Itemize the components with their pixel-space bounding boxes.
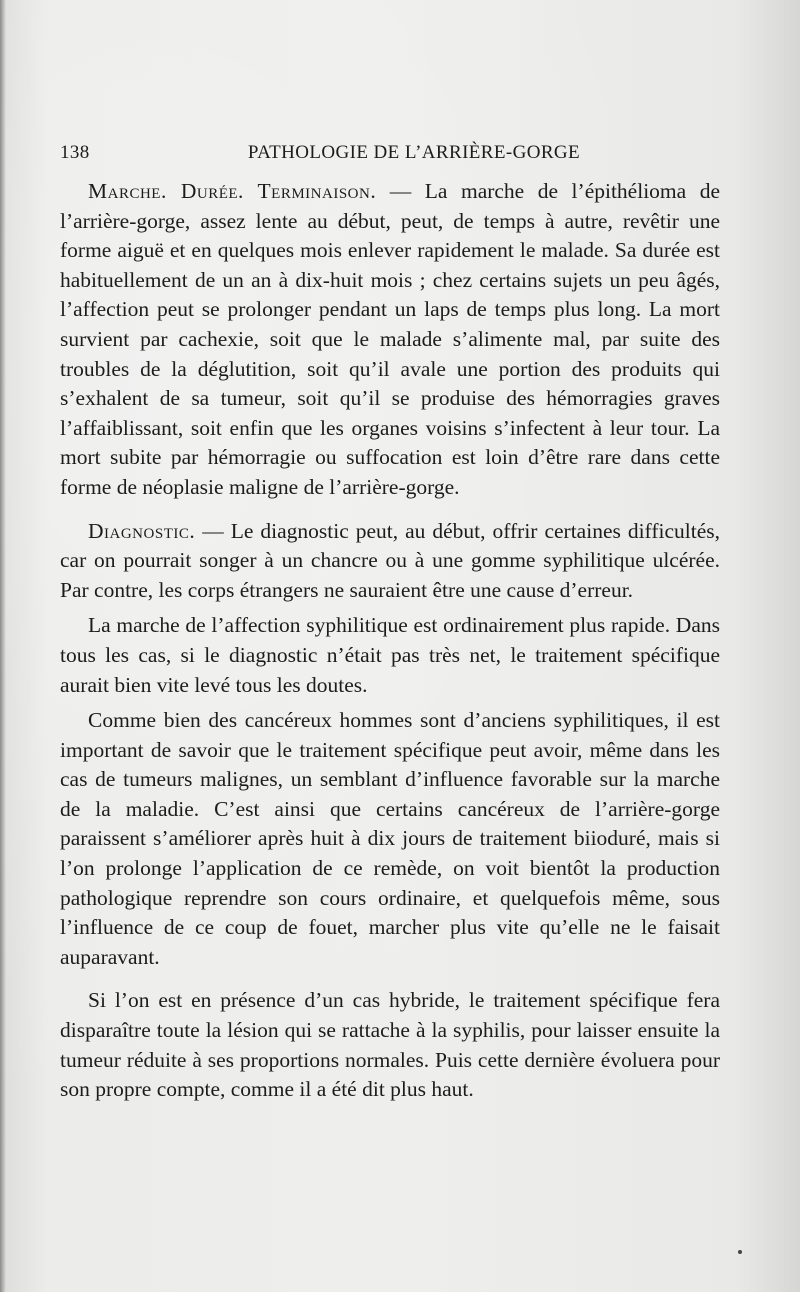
running-head	[60, 142, 720, 172]
paragraph-marche-syphilitique: La marche de l’affection syphilitique est ordinairement plus rapide. Dans tous les cas, si le diagnostic n’était pas très net, le traitement spécifique aurait bien vite levé tous les doutes.	[60, 613, 720, 697]
paragraph-cancereux: Comme bien des cancéreux hommes sont d’anciens syphilitiques, il est important de savoir que le traitement spécifique peut avoir, même dans les cas de tumeurs malignes, un semblant d’influence favorable sur la marche de la maladie. C’est ainsi que certains cancéreux de l’arrière-gorge paraissent s’améliorer après huit à dix jours de traitement biioduré, mais si l’on prolonge l’application de ce remède, on voit bientôt la production pathologique reprendre son cours ordinaire, et quelquefois même, sous l’influence de ce coup de fouet, marcher plus vite qu’elle ne le faisait auparavant.	[60, 708, 720, 969]
body-text	[60, 177, 720, 1105]
paragraph-cas-hybride: Si l’on est en présence d’un cas hybride, le traitement spécifique fera disparaître toute la lésion qui se rattache à la syphilis, pour laisser ensuite la tumeur réduite à ses proportions normales. Puis cette dernière évoluera pour son propre compte, comme il a été dit plus haut.	[60, 988, 720, 1102]
paragraph-marche	[60, 177, 720, 503]
paragraph-diagnostic-text: — Le diagnostic peut, au début, offrir certaines difficultés, car on pourrait songer à un chancre ou à une gomme syphilitique ulcérée. Par contre, les corps étrangers ne sauraient être une cause d’erreur.	[60, 518, 720, 602]
section-heading-diagnostic: Diagnostic.	[88, 518, 196, 543]
print-speck	[738, 1250, 742, 1254]
paragraph-marche-text: — La marche de l’épithélioma de l’arrière-gorge, assez lente au début, peut, de temps à autre, revêtir une forme aiguë et en quelques mois enlever rapidement le malade. Sa durée est habituellement de un an à dix-huit mois ; chez certains sujets un peu âgés, l’affection peut se prolonger pendant un laps de temps plus long. La mort survient par cachexie, soit que le malade s’alimente mal, par suite des troubles de la déglutition, soit qu’il avale une portion des produits qui s’exhalent de sa tumeur, soit qu’il se produise des hémorragies graves l’affaiblissant, soit enfin que les organes voisins s’infectent à leur tour. La mort subite par hémorragie ou suffocation est loin d’être rare dans cette forme de néoplasie maligne de l’arrière-gorge.	[60, 179, 721, 499]
page-title: PATHOLOGIE DE L’ARRIÈRE-GORGE	[247, 142, 581, 163]
page-number: 138	[60, 142, 90, 163]
section-heading-marche: Marche. Durée. Terminaison.	[88, 179, 377, 203]
page-left-edge-shadow	[0, 0, 6, 1292]
paragraph-diagnostic	[60, 517, 720, 606]
